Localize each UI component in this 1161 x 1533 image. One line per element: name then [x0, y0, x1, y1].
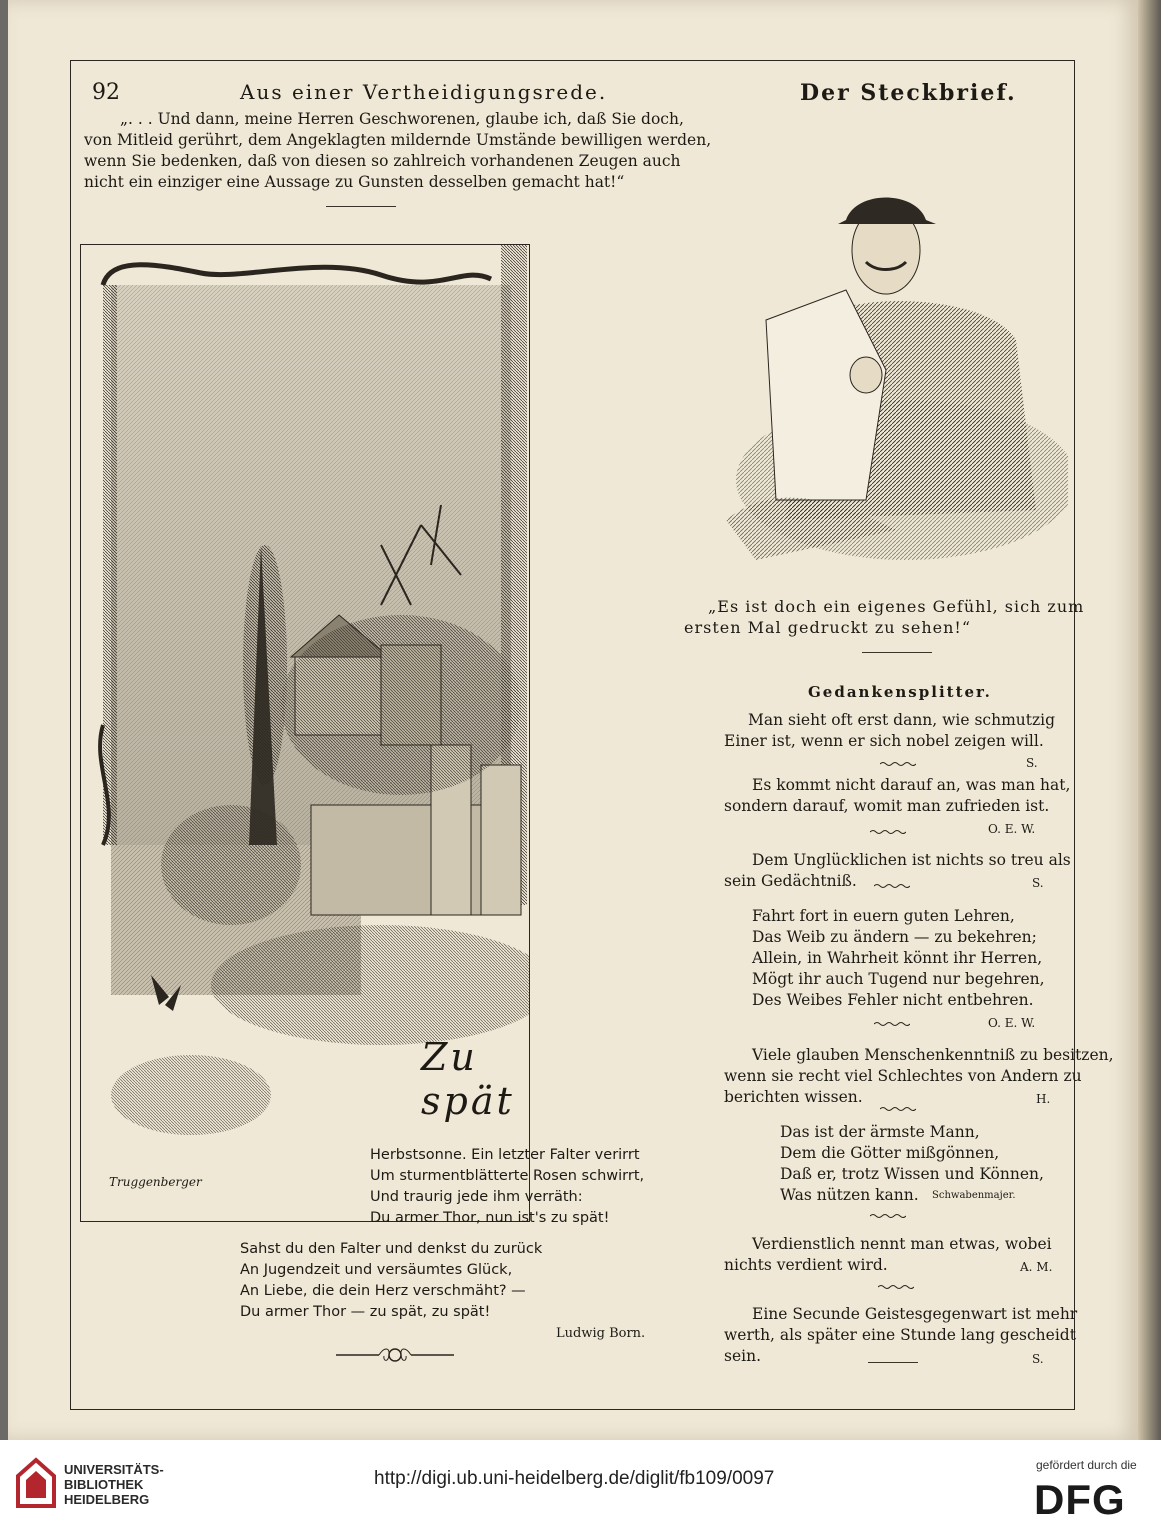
aphorism-line: Das Weib zu ändern — zu bekehren; [752, 928, 1037, 946]
library-name: UNIVERSITÄTS- BIBLIOTHEK HEIDELBERG [64, 1462, 164, 1507]
aphorism-signature: S. [1032, 876, 1044, 890]
funding-label: gefördert durch die [1036, 1458, 1137, 1472]
poem-inset-line: Und traurig jede ihm verräth: [370, 1189, 583, 1205]
speech-line: „. . . Und dann, meine Herren Geschworenen, glaube ich, daß Sie doch, [120, 110, 684, 128]
squiggle-divider [870, 829, 906, 835]
aphorism-line: nichts verdient wird. [724, 1256, 888, 1274]
end-rule [868, 1362, 918, 1363]
aphorism-line: wenn sie recht viel Schlechtes von Andern zu [724, 1067, 1082, 1085]
aphorism-signature: S. [1032, 1352, 1044, 1366]
aphorism-line: sondern darauf, womit man zufrieden ist. [724, 797, 1050, 815]
aphorism-line: Allein, in Wahrheit könnt ihr Herren, [752, 949, 1043, 967]
squiggle-divider [878, 1284, 914, 1290]
squiggle-divider [874, 1021, 910, 1027]
aphorism-signature: Schwabenmajer. [932, 1190, 1016, 1201]
aphorism-line: Was nützen kann. [780, 1186, 919, 1204]
squiggle-divider [874, 883, 910, 889]
poem-inset-line: Du armer Thor, nun ist's zu spät! [370, 1210, 610, 1226]
section-divider [862, 652, 932, 653]
man-reading-newspaper [716, 180, 1068, 576]
squiggle-divider [870, 1213, 906, 1219]
aphorism-line: Des Weibes Fehler nicht entbehren. [752, 991, 1034, 1009]
aphorism-line: Das ist der ärmste Mann, [780, 1123, 980, 1141]
source-url[interactable]: http://digi.ub.uni-heidelberg.de/diglit/fb109/0097 [374, 1468, 775, 1489]
poem-line: Du armer Thor — zu spät, zu spät! [240, 1304, 491, 1320]
aphorism-line: Dem die Götter mißgönnen, [780, 1144, 1000, 1162]
aphorism-signature: O. E. W. [988, 822, 1036, 836]
page-number: 92 [92, 80, 120, 105]
ub-heidelberg-logo-icon [14, 1456, 58, 1510]
speech-line: wenn Sie bedenken, daß von diesen so zahlreich vorhandenen Zeugen auch [84, 152, 681, 170]
speech-line: nicht ein einziger eine Aussage zu Gunsten desselben gemacht hat!“ [84, 173, 625, 191]
gedankensplitter-heading: Gedankensplitter. [808, 683, 992, 701]
illustration-title: Zu spät [421, 1035, 515, 1123]
running-title-right: Der Steckbrief. [800, 80, 1017, 106]
aphorism-signature: H. [1036, 1092, 1051, 1106]
aphorism-line: Man sieht oft erst dann, wie schmutzig [748, 711, 1056, 729]
steckbrief-caption: ersten Mal gedruckt zu sehen!“ [684, 618, 972, 637]
section-divider [326, 206, 396, 207]
poem-author: Ludwig Born. [556, 1326, 646, 1341]
steckbrief-caption: „Es ist doch ein eigenes Gefühl, sich zum [708, 597, 1085, 616]
aphorism-line: sein. [724, 1347, 761, 1365]
aphorism-line: werth, als später eine Stunde lang gescheidt [724, 1326, 1076, 1344]
squiggle-divider [880, 761, 916, 767]
zu-spaet-illustration [80, 244, 530, 1222]
aphorism-line: Dem Unglücklichen ist nichts so treu als [752, 851, 1071, 869]
poem-inset-line: Herbstsonne. Ein letzter Falter verirrt [370, 1147, 640, 1163]
poem-line: An Liebe, die dein Herz verschmäht? — [240, 1283, 526, 1299]
aphorism-line: berichten wissen. [724, 1088, 863, 1106]
speech-line: von Mitleid gerührt, dem Angeklagten mildernde Umstände bewilligen werden, [84, 131, 712, 149]
poem-inset-line: Um sturmentblätterte Rosen schwirrt, [370, 1168, 645, 1184]
squiggle-divider [880, 1106, 916, 1112]
poem-line: An Jugendzeit und versäumtes Glück, [240, 1262, 513, 1278]
aphorism-line: Eine Secunde Geistesgegenwart ist mehr [752, 1305, 1078, 1323]
dfg-logo: DFG [1034, 1476, 1126, 1523]
aphorism-line: Mögt ihr auch Tugend nur begehren, [752, 970, 1045, 988]
aphorism-line: Verdienstlich nennt man etwas, wobei [752, 1235, 1052, 1253]
aphorism-signature: O. E. W. [988, 1016, 1036, 1030]
aphorism-line: sein Gedächtniß. [724, 872, 857, 890]
ornament-divider [334, 1346, 456, 1364]
running-title-left: Aus einer Vertheidigungsrede. [240, 80, 608, 104]
aphorism-line: Es kommt nicht darauf an, was man hat, [752, 776, 1071, 794]
aphorism-line: Fahrt fort in euern guten Lehren, [752, 907, 1015, 925]
aphorism-signature: A. M. [1020, 1260, 1053, 1274]
aphorism-signature: S. [1026, 756, 1038, 770]
scanned-page [8, 0, 1138, 1440]
aphorism-line: Einer ist, wenn er sich nobel zeigen will. [724, 732, 1044, 750]
artist-signature: Truggenberger [109, 1175, 202, 1189]
book-spine [1138, 0, 1161, 1440]
footer-bar [0, 1440, 1161, 1533]
aphorism-line: Viele glauben Menschenkenntniß zu besitzen, [752, 1046, 1114, 1064]
aphorism-line: Daß er, trotz Wissen und Können, [780, 1165, 1044, 1183]
poem-line: Sahst du den Falter und denkst du zurück [240, 1241, 543, 1257]
steckbrief-illustration [716, 180, 1068, 576]
